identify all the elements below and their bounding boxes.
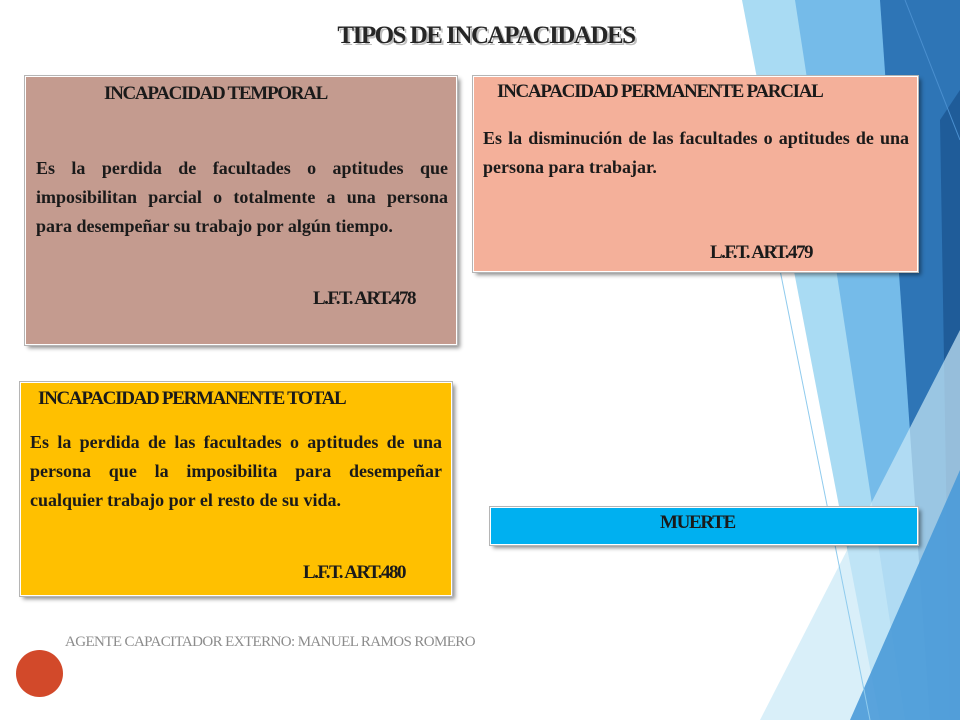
footer-text: AGENTE CAPACITADOR EXTERNO: MANUEL RAMOS ROMERO [65, 634, 475, 650]
slide-title: TIPOS DE INCAPACIDADES [337, 22, 635, 49]
orange-circle-decoration [16, 650, 63, 697]
card-incapacidad-permanente-total [20, 382, 452, 596]
card-heading: INCAPACIDAD PERMANENTE TOTAL [38, 388, 346, 409]
card-incapacidad-temporal [25, 76, 457, 345]
card-reference: L.F.T. ART.479 [710, 242, 813, 263]
card-reference: L.F.T. ART.480 [303, 562, 406, 583]
card-heading: INCAPACIDAD PERMANENTE PARCIAL [497, 81, 823, 102]
card-reference: L.F.T. ART.478 [313, 288, 416, 309]
card-heading: MUERTE [660, 512, 735, 533]
card-heading: INCAPACIDAD TEMPORAL [104, 83, 327, 104]
card-body: Es la disminución de las facultades o aptitudes de una persona para trabajar. [483, 128, 909, 177]
card-body: Es la perdida de las facultades o aptitudes de una persona que la imposibilita para desempeñar cualquier trabajo por el resto de su vida. [30, 432, 442, 510]
card-body: Es la perdida de facultades o aptitudes que imposibilitan parcial o totalmente a una persona para desempeñar su trabajo por algún tiempo. [36, 158, 448, 236]
card-muerte [490, 507, 918, 545]
card-incapacidad-permanente-parcial [473, 76, 918, 272]
